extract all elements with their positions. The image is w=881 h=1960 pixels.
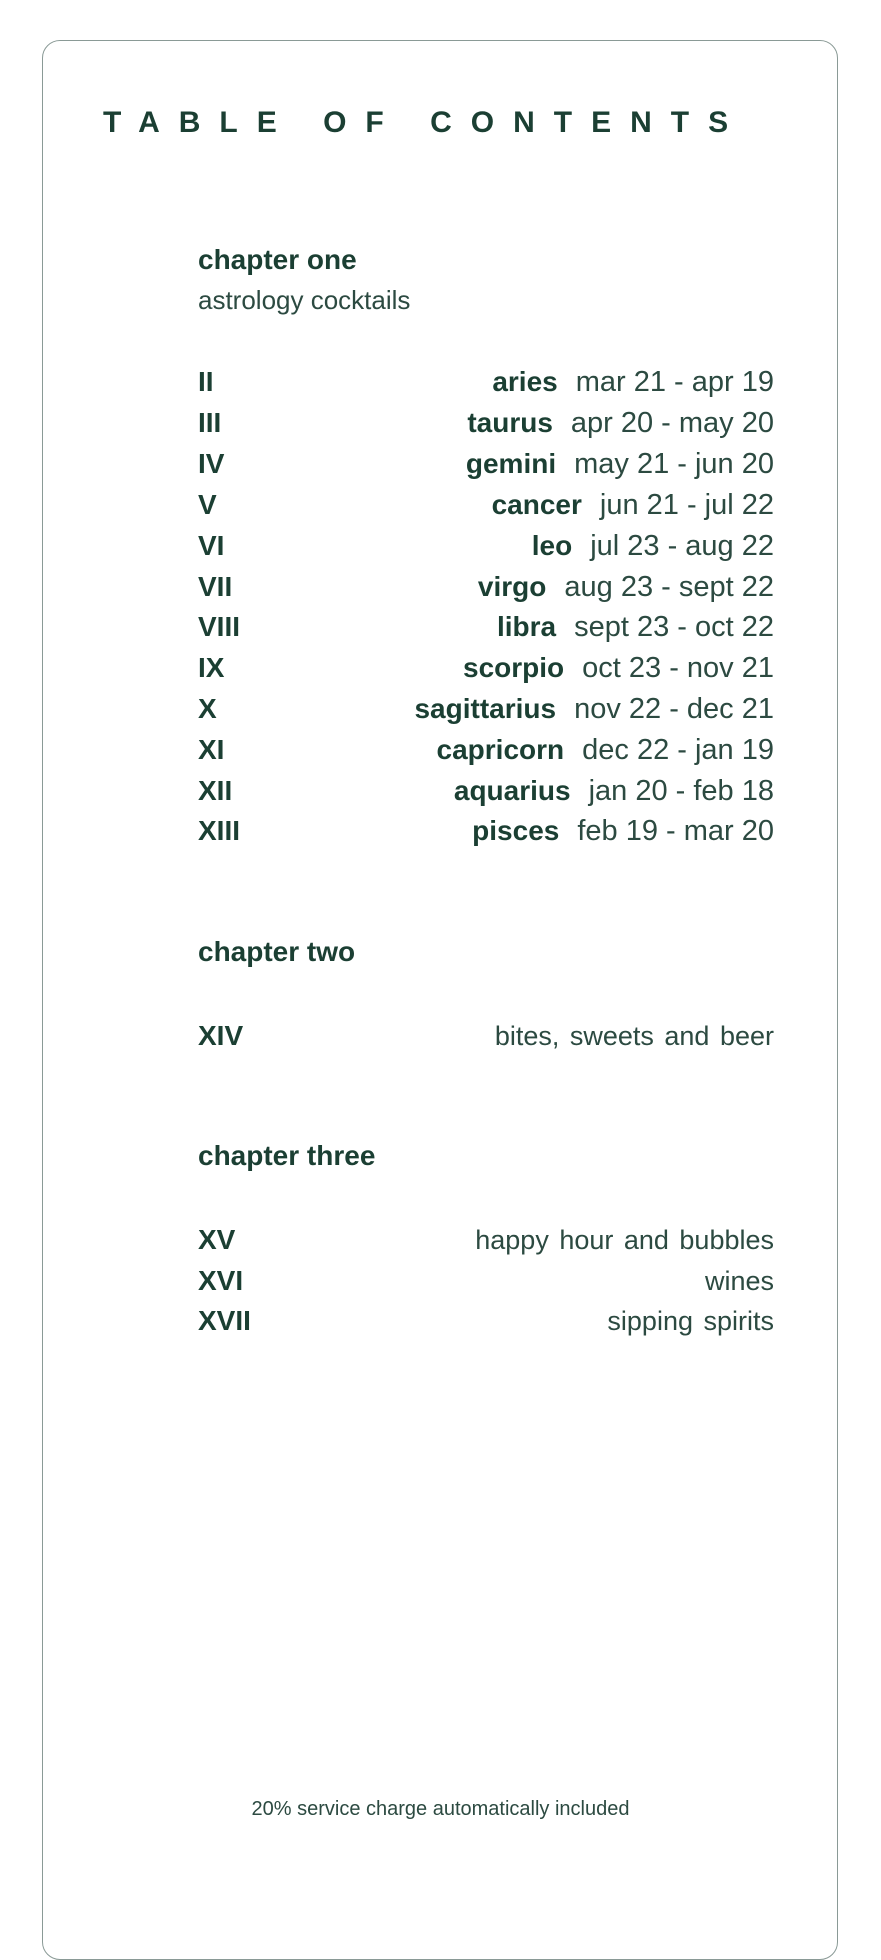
toc-entry-libra[interactable] [198,607,774,647]
toc-entry-happy-hour[interactable] [198,1220,774,1260]
entry-sign: aquarius [453,775,571,806]
entry-dates: jun 21 - jul 22 [599,488,774,521]
entry-sign: gemini [465,448,557,479]
toc-entry-sagittarius[interactable] [198,689,774,729]
entry-dates: mar 21 - apr 19 [575,365,774,398]
entry-sign: taurus [467,407,553,438]
entry-dates: apr 20 - may 20 [570,406,774,439]
service-charge-note: 20% service charge automatically included [251,1798,630,1820]
entry-numeral: II [198,366,214,397]
entry-numeral: IX [198,652,225,683]
entry-numeral: III [198,407,222,438]
page-title: TABLE OF CONTENTS [103,106,748,139]
toc-entry-capricorn[interactable] [198,730,774,770]
entry-numeral: XIII [198,815,241,846]
entry-dates: nov 22 - dec 21 [574,692,774,725]
chapter-two-heading: chapter two [198,936,356,967]
entry-numeral: VIII [198,611,241,642]
entry-numeral: VII [198,571,233,602]
entry-label: sipping spirits [607,1305,774,1336]
entry-numeral: XI [198,734,225,765]
toc-entry-gemini[interactable] [198,444,774,484]
entry-numeral: XV [198,1224,236,1255]
entry-numeral: IV [198,448,225,479]
toc-entry-cancer[interactable] [198,485,774,525]
toc-entry-virgo[interactable] [198,567,774,607]
menu-card [42,40,838,1960]
entry-dates: jul 23 - aug 22 [590,529,774,562]
toc-entry-scorpio[interactable] [198,648,774,688]
entry-sign: virgo [477,571,547,602]
entry-dates: feb 19 - mar 20 [577,814,774,847]
chapter-one-subtitle: astrology cocktails [198,285,411,315]
entry-numeral: X [198,693,217,724]
entry-dates: aug 23 - sept 22 [564,570,774,603]
entry-numeral: XVI [198,1265,244,1296]
entry-label: bites, sweets and beer [494,1020,774,1051]
entry-dates: dec 22 - jan 19 [582,733,774,766]
chapter-one-heading: chapter one [198,244,357,275]
entry-sign: libra [496,611,557,642]
chapter-three-heading: chapter three [198,1140,376,1171]
entry-sign: cancer [491,489,582,520]
entry-label: happy hour and bubbles [475,1224,774,1255]
entry-sign: sagittarius [414,693,557,724]
entry-label: wines [704,1265,774,1296]
toc-entry-sipping-spirits[interactable] [198,1301,774,1341]
entry-sign: pisces [472,815,560,846]
entry-numeral: XII [198,775,233,806]
entry-dates: jan 20 - feb 18 [588,774,774,807]
toc-entry-pisces[interactable] [198,811,774,851]
entry-dates: sept 23 - oct 22 [574,610,774,643]
toc-entry-leo[interactable] [198,526,774,566]
entry-numeral: XVII [198,1305,251,1336]
toc-entry-bites-sweets-beer[interactable] [198,1016,774,1056]
toc-entry-aquarius[interactable] [198,771,774,811]
entry-numeral: V [198,489,217,520]
entry-sign: scorpio [463,652,565,683]
toc-entry-taurus[interactable] [198,403,774,443]
entry-sign: leo [531,530,573,561]
entry-sign: capricorn [436,734,565,765]
entry-sign: aries [492,366,558,397]
entry-numeral: XIV [198,1020,244,1051]
entry-dates: oct 23 - nov 21 [582,651,774,684]
entry-numeral: VI [198,530,225,561]
toc-entry-wines[interactable] [198,1261,774,1301]
entry-dates: may 21 - jun 20 [574,447,774,480]
toc-entry-aries[interactable] [198,362,774,402]
